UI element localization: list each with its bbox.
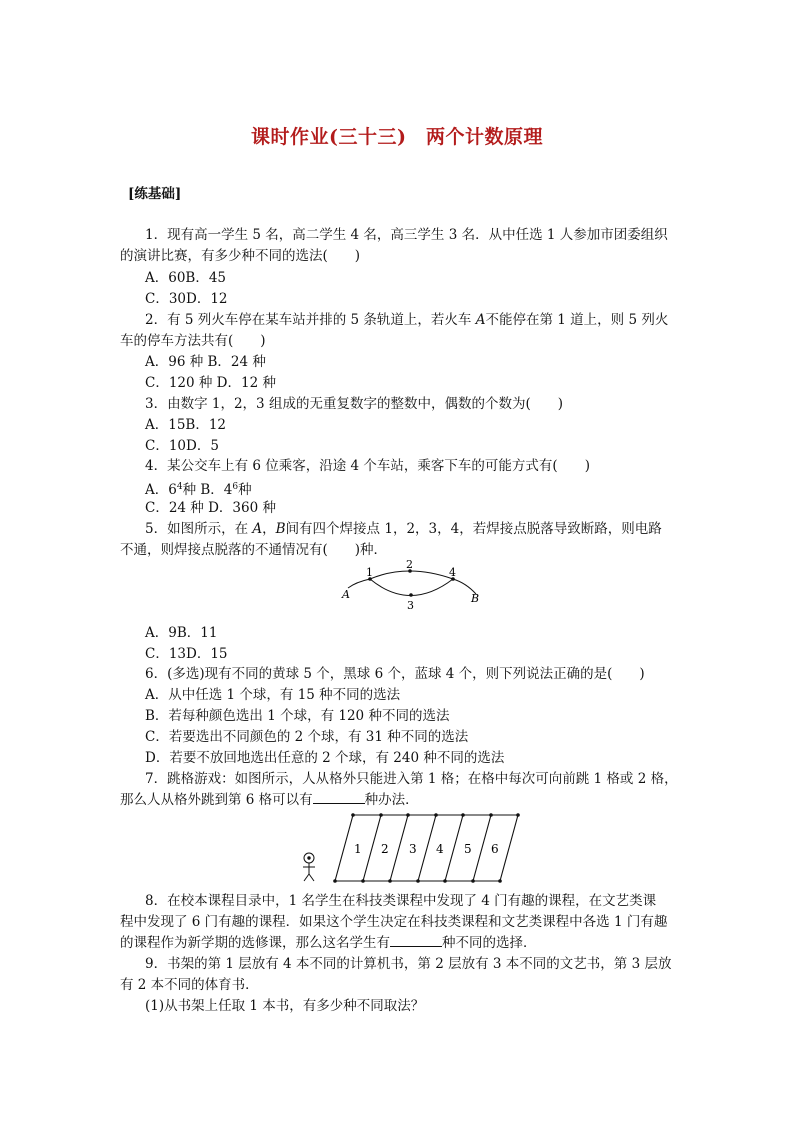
section-heading: [练基础]: [128, 186, 182, 202]
q6-stem: 6．(多选)现有不同的黄球 5 个，黑球 6 个，蓝球 4 个，则下列说法正确的是( ): [145, 666, 645, 682]
cell-6: 6: [491, 842, 499, 856]
q9-stem-line2: 有 2 本不同的体育书．: [120, 977, 259, 993]
label-b: B: [471, 592, 480, 605]
q1-stem-line2: 的演讲比赛，有多少种不同的选法( ): [120, 248, 361, 264]
label-4: 4: [449, 566, 456, 579]
q8-stem-line2: 程中发现了 6 门有趣的课程．如果这个学生决定在科技类课程和文艺类课程中各选 1 门有趣: [120, 914, 668, 930]
q4-option-ab: A．$6^4$种 B．$4^6$种: [145, 482, 252, 498]
circuit-lower-wire: [370, 579, 453, 596]
circuit-diagram: [338, 560, 488, 612]
answer-blank[interactable]: [390, 934, 442, 947]
label-1: 1: [366, 566, 373, 579]
q3-option-ab: A．15B．12: [145, 417, 227, 433]
q6-option-b: B．若每种颜色选出 1 个球，有 120 种不同的选法: [145, 708, 450, 724]
q6-option-d: D．若要不放回地选出任意的 2 个球，有 240 种不同的选法: [145, 750, 505, 766]
q9-stem-line1: 9．书架的第 1 层放有 4 本不同的计算机书，第 2 层放有 3 本不同的文艺书，第 3 层放: [145, 956, 672, 972]
q5-option-cd: C．13D．15: [145, 646, 228, 662]
stick-figure: [303, 853, 315, 881]
cell-1: 1: [354, 842, 362, 856]
cell-2: 2: [381, 842, 389, 856]
solder-point-3: [409, 593, 413, 597]
q4-stem: 4．某公交车上有 6 位乘客，沿途 4 个车站，乘客下车的可能方式有( ): [145, 458, 590, 474]
q5-option-ab: A．9B．11: [145, 625, 218, 641]
page-title: 课时作业(三十三) 两个计数原理: [251, 126, 543, 148]
q6-option-a: A．从中任选 1 个球，有 15 种不同的选法: [145, 687, 401, 703]
label-2: 2: [406, 560, 413, 571]
q5-stem-line2: 不通，则焊接点脱落的不通情况有( )种．: [120, 542, 388, 558]
q3-option-cd: C．10D．5: [145, 438, 219, 454]
hopscotch-diagram: [295, 808, 535, 888]
q2-stem-line1: 2．有 5 列火车停在某车站并排的 5 条轨道上，若火车 A不能停在第 1 道上，则 5 列火: [145, 312, 669, 328]
answer-blank[interactable]: [313, 791, 365, 804]
q7-stem-line2: 那么人从格外跳到第 6 格可以有 种办法．: [120, 792, 419, 808]
label-3: 3: [407, 599, 414, 612]
q9-subquestion-1: (1)从书架上任取 1 本书，有多少种不同取法？: [145, 998, 425, 1014]
q5-stem-line1: 5．如图所示，在 A，B间有四个焊接点 1，2，3，4，若焊接点脱落导致断路，则电路: [145, 521, 662, 537]
q2-option-ab: A．96 种 B．24 种: [145, 354, 266, 370]
q2-stem-line2: 车的停车方法共有( ): [120, 333, 266, 349]
q7-stem-line1: 7．跳格游戏：如图所示，人从格外只能进入第 1 格；在格中每次可向前跳 1 格或 2 格，: [145, 771, 678, 787]
q2-option-cd: C．120 种 D．12 种: [145, 375, 276, 391]
cell-5: 5: [464, 842, 472, 856]
q3-stem: 3．由数字 1，2，3 组成的无重复数字的整数中，偶数的个数为( ): [145, 396, 563, 412]
q1-option-ab: A．60B．45: [145, 270, 227, 286]
q1-stem-line1: 1．现有高一学生 5 名，高二学生 4 名，高三学生 3 名．从中任选 1 人参加市团委组织: [145, 227, 668, 243]
cell-4: 4: [436, 842, 444, 856]
label-a: A: [342, 588, 350, 601]
q1-option-cd: C．30D．12: [145, 291, 228, 307]
q8-stem-line1: 8．在校本课程目录中，1 名学生在科技类课程中发现了 4 门有趣的课程，在文艺类课: [145, 893, 657, 909]
cell-3: 3: [409, 842, 417, 856]
q6-option-c: C．若要选出不同颜色的 2 个球，有 31 种不同的选法: [145, 729, 469, 745]
q4-option-cd: C．24 种 D．360 种: [145, 500, 276, 516]
q8-stem-line3: 的课程作为新学期的选修课，那么这名学生有 种不同的选择．: [120, 935, 537, 951]
